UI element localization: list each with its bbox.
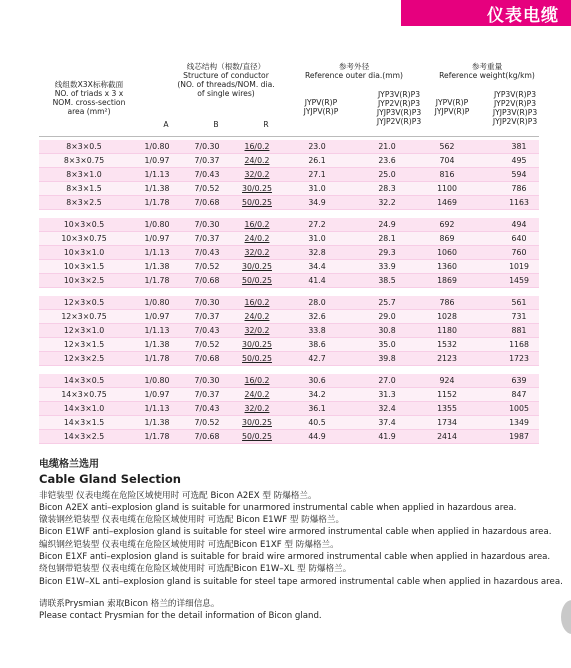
table-cell: 1987	[509, 432, 529, 441]
table-cell: 7/0.68	[194, 354, 220, 363]
table-row	[39, 388, 539, 402]
gland-title-en: Cable Gland Selection	[39, 472, 181, 487]
table-cell: 881	[511, 326, 527, 335]
table-cell: 30.6	[308, 376, 326, 385]
table-group	[39, 374, 539, 444]
table-cell: 8×3×1.5	[66, 184, 102, 193]
table-cell: 12×3×0.75	[61, 312, 107, 321]
table-cell: 1/1.13	[144, 170, 170, 179]
table-row	[39, 232, 539, 246]
table-cell: 7/0.43	[194, 170, 220, 179]
table-cell: 24.9	[378, 220, 396, 229]
table-cell: 16/0.2	[244, 298, 270, 307]
table-cell: 24/0.2	[244, 234, 270, 243]
table-cell: 12×3×0.5	[63, 298, 105, 307]
table-cell: 7/0.52	[194, 184, 220, 193]
table-cell: 7/0.37	[194, 312, 220, 321]
table-cell: 7/0.52	[194, 340, 220, 349]
table-row	[39, 154, 539, 168]
table-cell: 495	[511, 156, 527, 165]
table-cell: 1/0.80	[144, 376, 170, 385]
table-cell: 29.3	[378, 248, 396, 257]
section-banner: 仪表电缆	[401, 0, 571, 26]
header-dia-sub2: JYP3V(R)P3 JYP2V(R)P3 JYJP3V(R)P3 JYJP2V(R)P3	[376, 90, 422, 126]
table-cell: 1/0.97	[144, 312, 170, 321]
header-weight-sub1: JYPV(R)P JYJPV(R)P	[434, 98, 470, 116]
table-row	[39, 196, 539, 210]
table-row	[39, 324, 539, 338]
table-cell: 639	[511, 376, 527, 385]
table-cell: 27.0	[378, 376, 396, 385]
table-cell: 8×3×2.5	[66, 198, 102, 207]
table-cell: 731	[511, 312, 527, 321]
table-cell: 7/0.52	[194, 262, 220, 271]
table-cell: 494	[511, 220, 527, 229]
table-cell: 7/0.68	[194, 198, 220, 207]
table-cell: 562	[439, 142, 455, 151]
table-cell: 16/0.2	[244, 220, 270, 229]
header-outer-dia: 参考外径 Reference outer dia.(mm)	[304, 62, 403, 80]
table-cell: 7/0.52	[194, 418, 220, 427]
table-cell: 14×3×1.5	[63, 418, 105, 427]
table-cell: 1163	[509, 198, 529, 207]
table-cell: 34.2	[308, 390, 326, 399]
table-cell: 10×3×1.0	[63, 248, 105, 257]
table-cell: 7/0.43	[194, 404, 220, 413]
table-cell: 1/1.38	[144, 262, 170, 271]
gland-line: 非铠装型 仪表电缆在危险区域使用时 可选配 Bicon A2EX 型 防爆格兰。	[39, 490, 317, 501]
table-cell: 381	[511, 142, 527, 151]
table-row	[39, 352, 539, 366]
table-cell: 1/1.78	[144, 276, 170, 285]
table-cell: 10×3×0.5	[63, 220, 105, 229]
table-cell: 640	[511, 234, 527, 243]
table-cell: 692	[439, 220, 455, 229]
table-cell: 14×3×1.0	[63, 404, 105, 413]
table-cell: 14×3×2.5	[63, 432, 105, 441]
table-cell: 1152	[437, 390, 457, 399]
table-cell: 1/0.97	[144, 156, 170, 165]
table-cell: 1019	[509, 262, 529, 271]
table-cell: 14×3×0.75	[61, 390, 107, 399]
table-cell: 1/1.78	[144, 354, 170, 363]
table-cell: 1/0.97	[144, 234, 170, 243]
table-cell: 30/0.25	[242, 262, 272, 271]
table-cell: 23.0	[308, 142, 326, 151]
table-cell: 34.9	[308, 198, 326, 207]
table-cell: 32/0.2	[244, 248, 270, 257]
table-cell: 1/1.78	[144, 432, 170, 441]
table-cell: 37.4	[378, 418, 396, 427]
table-cell: 1355	[437, 404, 457, 413]
table-cell: 8×3×0.5	[66, 142, 102, 151]
table-cell: 40.5	[308, 418, 326, 427]
table-cell: 21.0	[378, 142, 396, 151]
table-cell: 924	[439, 376, 455, 385]
table-cell: 1/1.38	[144, 340, 170, 349]
table-cell: 1/0.97	[144, 390, 170, 399]
table-cell: 26.1	[308, 156, 326, 165]
table-cell: 32/0.2	[244, 404, 270, 413]
table-cell: 1/0.80	[144, 142, 170, 151]
table-cell: 35.0	[378, 340, 396, 349]
table-cell: 50/0.25	[242, 276, 272, 285]
table-row	[39, 310, 539, 324]
spec-table	[39, 58, 539, 441]
table-cell: 7/0.30	[194, 376, 220, 385]
note-en: Please contact Prysmian for the detail information of Bicon gland.	[39, 611, 322, 622]
table-cell: 847	[511, 390, 527, 399]
table-cell: 16/0.2	[244, 376, 270, 385]
gland-line: 编织钢丝铠装型 仪表电缆在危险区域使用时 可选配Bicon E1XF 型 防爆格兰。	[39, 539, 339, 550]
cable-gland-section	[39, 459, 569, 623]
table-cell: 7/0.37	[194, 234, 220, 243]
table-cell: 27.1	[308, 170, 326, 179]
table-cell: 24/0.2	[244, 312, 270, 321]
table-cell: 1168	[509, 340, 529, 349]
table-cell: 1459	[509, 276, 529, 285]
table-row	[39, 416, 539, 430]
table-cell: 24/0.2	[244, 390, 270, 399]
table-cell: 32/0.2	[244, 326, 270, 335]
table-cell: 869	[439, 234, 455, 243]
table-row	[39, 296, 539, 310]
table-cell: 1100	[437, 184, 457, 193]
table-cell: 16/0.2	[244, 142, 270, 151]
table-cell: 32.6	[308, 312, 326, 321]
table-cell: 1723	[509, 354, 529, 363]
table-cell: 33.8	[308, 326, 326, 335]
table-cell: 786	[511, 184, 527, 193]
table-cell: 1180	[437, 326, 457, 335]
table-cell: 2414	[437, 432, 457, 441]
table-cell: 32.8	[308, 248, 326, 257]
table-cell: 30/0.25	[242, 184, 272, 193]
table-cell: 10×3×2.5	[63, 276, 105, 285]
table-cell: 24/0.2	[244, 156, 270, 165]
header-weight: 参考重量 Reference weight(kg/km)	[439, 62, 535, 80]
table-cell: 1/1.13	[144, 404, 170, 413]
table-cell: 7/0.30	[194, 220, 220, 229]
table-cell: 38.6	[308, 340, 326, 349]
table-cell: 34.4	[308, 262, 326, 271]
table-cell: 27.2	[308, 220, 326, 229]
table-cell: 7/0.30	[194, 298, 220, 307]
table-cell: 31.0	[308, 184, 326, 193]
header-col-a: A	[163, 120, 169, 129]
table-cell: 594	[511, 170, 527, 179]
table-cell: 10×3×1.5	[63, 262, 105, 271]
table-cell: 704	[439, 156, 455, 165]
table-cell: 12×3×2.5	[63, 354, 105, 363]
table-row	[39, 246, 539, 260]
table-cell: 1/1.38	[144, 418, 170, 427]
table-cell: 1532	[437, 340, 457, 349]
header-weight-sub2: JYP3V(R)P3 JYP2V(R)P3 JYJP3V(R)P3 JYJP2V(R)P3	[492, 90, 538, 126]
table-cell: 12×3×1.0	[63, 326, 105, 335]
header-divider	[39, 136, 539, 137]
table-row	[39, 402, 539, 416]
header-dia-sub1: JYPV(R)P JYJPV(R)P	[303, 98, 339, 116]
table-cell: 760	[511, 248, 527, 257]
table-cell: 1/1.78	[144, 198, 170, 207]
table-cell: 1869	[437, 276, 457, 285]
table-cell: 1469	[437, 198, 457, 207]
table-cell: 8×3×1.0	[66, 170, 102, 179]
table-cell: 25.0	[378, 170, 396, 179]
table-cell: 28.3	[378, 184, 396, 193]
gland-line: Bicon E1W–XL anti–explosion gland is suitable for steel tape armored instrumental cable when applied in hazardous area.	[39, 576, 563, 587]
table-cell: 30.8	[378, 326, 396, 335]
table-cell: 1349	[509, 418, 529, 427]
table-row	[39, 140, 539, 154]
table-cell: 14×3×0.5	[63, 376, 105, 385]
table-cell: 7/0.68	[194, 432, 220, 441]
table-cell: 28.0	[308, 298, 326, 307]
header-cross-section: 线组数X3X标称截面 NO. of triads x 3 x NOM. cross-section area (mm²)	[52, 80, 126, 116]
table-cell: 29.0	[378, 312, 396, 321]
table-cell: 1734	[437, 418, 457, 427]
gland-lines	[39, 490, 569, 588]
note-cn: 请联系Prysmian 索取Bicon 格兰的详细信息。	[39, 598, 220, 609]
table-header	[39, 58, 539, 140]
table-cell: 30/0.25	[242, 340, 272, 349]
table-cell: 30/0.25	[242, 418, 272, 427]
table-row	[39, 260, 539, 274]
table-cell: 28.1	[378, 234, 396, 243]
table-cell: 7/0.43	[194, 248, 220, 257]
table-cell: 7/0.68	[194, 276, 220, 285]
table-cell: 561	[511, 298, 527, 307]
table-cell: 1005	[509, 404, 529, 413]
gland-line: Bicon A2EX anti–explosion gland is suitable for unarmored instrumental cable when applied in hazardous area.	[39, 502, 517, 513]
header-col-r: R	[263, 120, 269, 129]
table-cell: 41.4	[308, 276, 326, 285]
table-row	[39, 274, 539, 288]
table-cell: 50/0.25	[242, 354, 272, 363]
table-cell: 44.9	[308, 432, 326, 441]
table-cell: 1360	[437, 262, 457, 271]
table-body	[39, 140, 539, 452]
table-cell: 7/0.37	[194, 156, 220, 165]
table-cell: 31.0	[308, 234, 326, 243]
header-col-b: B	[213, 120, 219, 129]
table-group	[39, 140, 539, 210]
table-cell: 1/1.38	[144, 184, 170, 193]
table-group	[39, 218, 539, 288]
table-cell: 7/0.37	[194, 390, 220, 399]
table-cell: 1/1.13	[144, 248, 170, 257]
table-cell: 38.5	[378, 276, 396, 285]
table-cell: 816	[439, 170, 455, 179]
table-row	[39, 374, 539, 388]
table-cell: 1/0.80	[144, 298, 170, 307]
table-row	[39, 218, 539, 232]
gland-title-cn: 电缆格兰选用	[39, 459, 99, 470]
table-cell: 23.6	[378, 156, 396, 165]
gland-note	[39, 598, 569, 623]
table-cell: 1/0.80	[144, 220, 170, 229]
table-cell: 39.8	[378, 354, 396, 363]
table-cell: 786	[439, 298, 455, 307]
table-cell: 42.7	[308, 354, 326, 363]
table-cell: 50/0.25	[242, 198, 272, 207]
table-cell: 32.4	[378, 404, 396, 413]
table-group	[39, 296, 539, 366]
gland-line: Bicon E1WF anti–explosion gland is suitable for steel wire armored instrumental cable when applied in hazardous area.	[39, 527, 552, 538]
table-cell: 32/0.2	[244, 170, 270, 179]
header-structure: 线芯结构（根数/直径） Structure of conductor (NO. of threads/NOM. dia. of single wires)	[177, 62, 275, 98]
table-cell: 32.2	[378, 198, 396, 207]
table-row	[39, 182, 539, 196]
table-row	[39, 338, 539, 352]
table-cell: 36.1	[308, 404, 326, 413]
table-row	[39, 430, 539, 444]
table-cell: 1/1.13	[144, 326, 170, 335]
table-cell: 25.7	[378, 298, 396, 307]
table-cell: 1060	[437, 248, 457, 257]
table-cell: 8×3×0.75	[63, 156, 105, 165]
table-row	[39, 168, 539, 182]
table-cell: 7/0.30	[194, 142, 220, 151]
table-cell: 33.9	[378, 262, 396, 271]
table-cell: 1028	[437, 312, 457, 321]
table-cell: 41.9	[378, 432, 396, 441]
gland-line: Bicon E1XF anti–explosion gland is suitable for braid wire armored instrumental cable when applied in hazardous area.	[39, 552, 551, 563]
gland-line: 镦装钢丝铠装型 仪表电缆在危险区域使用时 可选配 Bicon E1WF 型 防爆格兰。	[39, 515, 345, 526]
table-cell: 2123	[437, 354, 457, 363]
table-cell: 12×3×1.5	[63, 340, 105, 349]
table-cell: 7/0.43	[194, 326, 220, 335]
table-cell: 10×3×0.75	[61, 234, 107, 243]
gland-line: 绕包钢带铠装型 仪表电缆在危险区域使用时 可选配Bicon E1W–XL 型 防爆格兰。	[39, 564, 352, 575]
table-cell: 50/0.25	[242, 432, 272, 441]
table-cell: 31.3	[378, 390, 396, 399]
